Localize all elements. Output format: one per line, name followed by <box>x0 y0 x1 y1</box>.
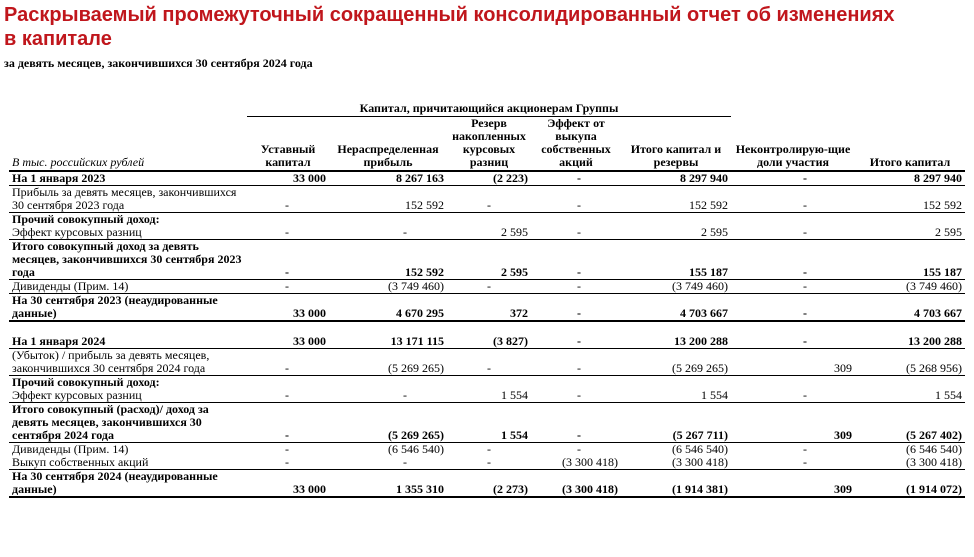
row-value <box>731 376 855 390</box>
unit-label: В тыс. российских рублей <box>9 117 247 172</box>
row-value: (6 546 540) <box>672 442 728 456</box>
row-label: Итого совокупный доход за девять месяцев, закончившихся 30 сентября 2023 года <box>9 240 247 280</box>
row-value: - <box>531 280 621 294</box>
row-value: - <box>247 389 329 403</box>
row-value: 152 592 <box>329 186 447 213</box>
row-value: - <box>247 456 329 470</box>
row-value: 33 000 <box>247 171 329 186</box>
table-row <box>9 240 965 280</box>
row-label: Эффект курсовых разниц <box>9 389 247 403</box>
row-value: - <box>731 456 855 470</box>
row-label: На 30 сентября 2023 (неаудированные данные) <box>9 294 247 322</box>
row-value: - <box>731 335 855 349</box>
row-value: (5 267 711) <box>621 403 731 443</box>
row-value: (3 749 460) <box>855 280 965 294</box>
row-label: На 1 января 2024 <box>9 335 247 349</box>
row-value <box>329 213 447 227</box>
row-label: (Убыток) / прибыль за девять месяцев, закончившихся 30 сентября 2024 года <box>9 349 247 376</box>
row-value <box>531 213 621 227</box>
table-row <box>9 470 965 498</box>
row-value: 4 670 295 <box>329 294 447 322</box>
row-value: - <box>531 186 621 213</box>
row-value: 33 000 <box>247 294 329 322</box>
row-value: 13 200 288 <box>855 335 965 349</box>
table-row <box>9 389 965 403</box>
row-value <box>621 213 731 227</box>
row-value: 309 <box>731 470 855 498</box>
row-value: 8 297 940 <box>855 171 965 186</box>
row-value: (3 300 418) <box>531 470 621 498</box>
row-label: На 30 сентября 2024 (неаудированные данные) <box>9 470 247 498</box>
row-value: - <box>247 349 329 376</box>
row-value: 13 171 115 <box>329 335 447 349</box>
table-row <box>9 443 965 457</box>
column-header-row <box>9 117 965 172</box>
row-value: - <box>247 226 329 240</box>
row-value <box>621 376 731 390</box>
row-value: - <box>731 389 855 403</box>
row-value: (3 749 460) <box>621 280 731 294</box>
row-value: - <box>447 349 531 376</box>
row-value: - <box>447 280 531 294</box>
row-value: (6 546 540) <box>906 442 962 456</box>
row-label: Прибыль за девять месяцев, закончившихся 30 сентября 2023 года <box>9 186 247 213</box>
row-value: (5 269 265) <box>329 349 447 376</box>
row-value <box>447 213 531 227</box>
row-value: 152 592 <box>329 240 447 280</box>
row-label: Дивиденды (Прим. 14) <box>12 442 129 456</box>
col-header-non-controlling: Неконтролирую-щие доли участия <box>731 117 855 172</box>
row-value: (5 268 956) <box>855 349 965 376</box>
row-value: - <box>247 403 329 443</box>
row-value: - <box>247 186 329 213</box>
col-header-share-capital: Уставный капитал <box>247 117 329 172</box>
row-value: 152 592 <box>855 186 965 213</box>
row-label: На 1 января 2023 <box>9 171 247 186</box>
row-value: (3 300 418) <box>621 456 731 470</box>
row-value: 13 200 288 <box>621 335 731 349</box>
row-value: (2 223) <box>447 171 531 186</box>
row-value: - <box>531 294 621 322</box>
row-label: Прочий совокупный доход: <box>12 375 160 389</box>
row-value: 155 187 <box>855 240 965 280</box>
row-value: - <box>531 349 621 376</box>
row-value: 4 703 667 <box>621 294 731 322</box>
table-row <box>9 294 965 322</box>
row-label: Эффект курсовых разниц <box>9 226 247 240</box>
row-value: - <box>531 171 621 186</box>
row-value: - <box>531 335 621 349</box>
report-subtitle: за девять месяцев, закончившихся 30 сентября 2024 года <box>4 56 313 70</box>
row-value: (5 269 265) <box>621 349 731 376</box>
row-value: (3 749 460) <box>329 280 447 294</box>
row-value: 1 355 310 <box>329 470 447 498</box>
row-value: 1 554 <box>447 389 531 403</box>
row-value: 309 <box>731 403 855 443</box>
row-value: (6 546 540) <box>388 442 444 456</box>
table-row <box>9 280 965 294</box>
row-value: 2 595 <box>855 226 965 240</box>
row-value <box>855 376 965 390</box>
row-value: 2 595 <box>621 226 731 240</box>
row-value: 1 554 <box>621 389 731 403</box>
row-value <box>247 213 329 227</box>
row-value: 4 703 667 <box>855 294 965 322</box>
table-row <box>9 213 965 227</box>
row-value <box>329 376 447 390</box>
row-value: - <box>247 280 329 294</box>
row-value: - <box>731 226 855 240</box>
row-value: - <box>803 442 807 456</box>
row-value: - <box>447 456 531 470</box>
row-value: 8 267 163 <box>329 171 447 186</box>
row-value: - <box>487 442 491 456</box>
row-label: Выкуп собственных акций <box>9 456 247 470</box>
row-value: - <box>731 280 855 294</box>
table-row <box>9 171 965 186</box>
row-value: 2 595 <box>447 240 531 280</box>
row-value: 1 554 <box>855 389 965 403</box>
col-header-treasury-shares: Эффект от выкупа собственных акций <box>531 117 621 172</box>
col-header-total-equity: Итого капитал <box>855 117 965 172</box>
col-header-total-capital-reserves: Итого капитал и резервы <box>621 117 731 172</box>
row-value: (3 827) <box>447 335 531 349</box>
row-value: 152 592 <box>621 186 731 213</box>
group-caption: Капитал, причитающийся акционерам Группы <box>247 102 731 117</box>
row-value: - <box>731 240 855 280</box>
row-value: 1 554 <box>447 403 531 443</box>
row-value: - <box>731 171 855 186</box>
row-value <box>531 376 621 390</box>
row-value <box>447 376 531 390</box>
table-row <box>9 376 965 390</box>
row-value: 155 187 <box>621 240 731 280</box>
row-value: - <box>731 294 855 322</box>
row-value: - <box>329 456 447 470</box>
table-row <box>9 349 965 376</box>
row-value: - <box>531 226 621 240</box>
row-value: 8 297 940 <box>621 171 731 186</box>
row-value: - <box>731 186 855 213</box>
equity-changes-table <box>9 102 965 498</box>
row-value: (5 269 265) <box>329 403 447 443</box>
row-value <box>247 376 329 390</box>
row-label: Итого совокупный (расход)/ доход за девять месяцев, закончившихся 30 сентября 2024 года <box>9 403 247 443</box>
row-value: - <box>531 389 621 403</box>
row-value <box>731 213 855 227</box>
row-value: 2 595 <box>447 226 531 240</box>
table-row <box>9 456 965 470</box>
row-value: - <box>531 403 621 443</box>
row-value: 33 000 <box>247 335 329 349</box>
row-value: (1 914 072) <box>855 470 965 498</box>
row-value: (3 300 418) <box>855 456 965 470</box>
row-label: Прочий совокупный доход: <box>12 212 160 226</box>
group-caption-row <box>9 102 965 117</box>
row-value: (3 300 418) <box>531 456 621 470</box>
row-value <box>855 213 965 227</box>
table-row <box>9 186 965 213</box>
row-value: (5 267 402) <box>855 403 965 443</box>
row-value: 372 <box>447 294 531 322</box>
row-value: 33 000 <box>247 470 329 498</box>
col-header-translation-reserve: Резерв накопленных курсовых разниц <box>447 117 531 172</box>
row-value: - <box>247 240 329 280</box>
report-title: Раскрываемый промежуточный сокращенный консолидированный отчет об изменениях в капитале <box>4 4 895 50</box>
spacer-row <box>9 321 965 335</box>
row-value: 309 <box>731 349 855 376</box>
row-value: (2 273) <box>447 470 531 498</box>
row-value: - <box>577 442 581 456</box>
row-value: - <box>531 240 621 280</box>
table-row <box>9 335 965 349</box>
row-value: - <box>329 226 447 240</box>
row-value: - <box>447 186 531 213</box>
table-row <box>9 403 965 443</box>
row-value: (1 914 381) <box>621 470 731 498</box>
row-label: Дивиденды (Прим. 14) <box>9 280 247 294</box>
table-row <box>9 226 965 240</box>
col-header-retained-earnings: Нераспределенная прибыль <box>329 117 447 172</box>
row-value: - <box>285 442 289 456</box>
row-value: - <box>329 389 447 403</box>
